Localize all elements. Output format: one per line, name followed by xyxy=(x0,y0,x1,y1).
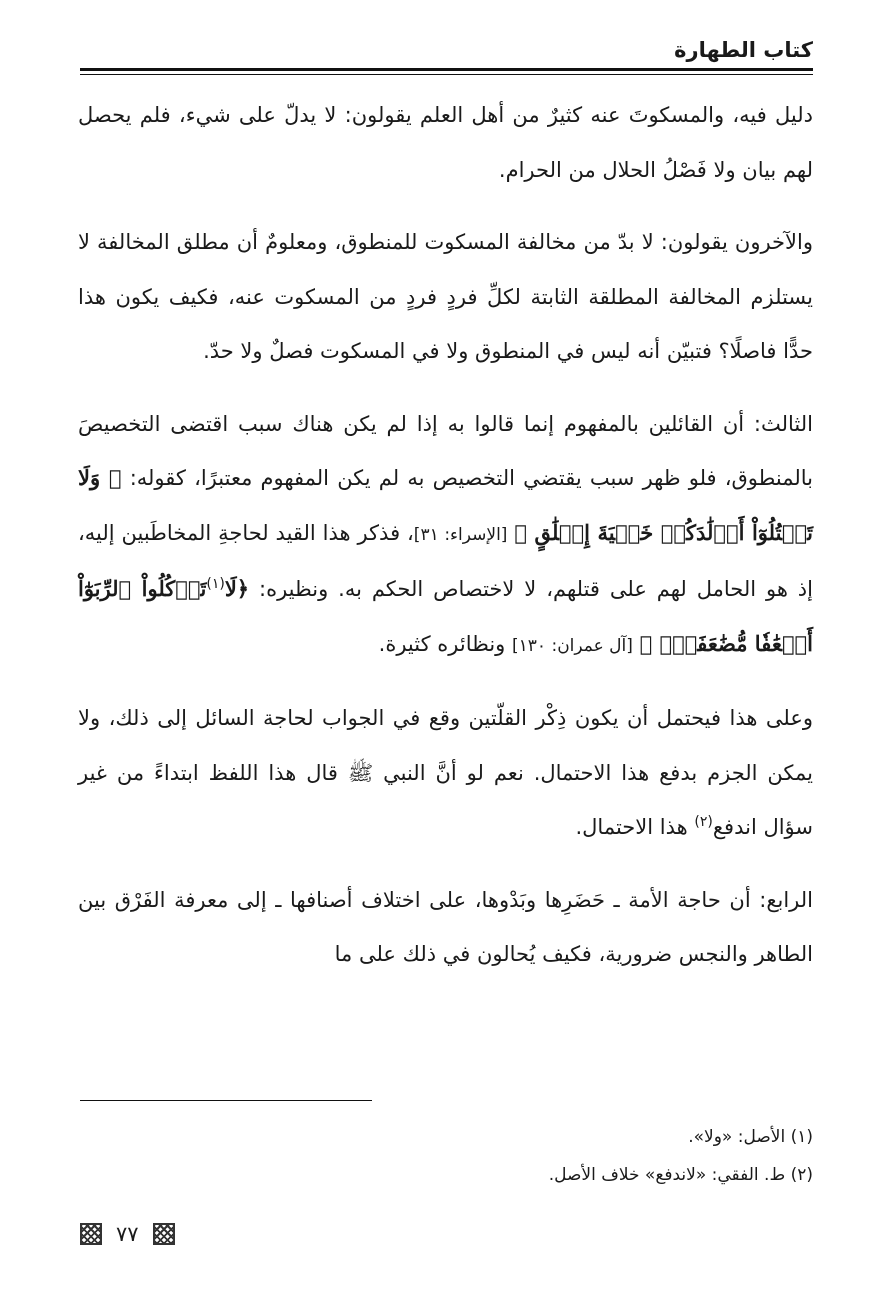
paragraph-4 xyxy=(78,691,813,855)
page-footer xyxy=(80,1222,175,1246)
paragraph-2: والآخرون يقولون: لا بدّ من مخالفة المسكوت للمنطوق، ومعلومٌ أن مطلق المخالفة لا يستلزم المخالفة المطلقة الثابتة لكلِّ فردٍ فردٍ من المسكوت عنه، فكيف يكون هذا حدًّا فاصلًا؟ فتبيّن أنه ليس في المنطوق ولا في المسكوت فصلٌ ولا حدّ. xyxy=(78,230,813,363)
paragraph-3-text-1: الثالث: أن القائلين بالمفهوم إنما قالوا به إذا لم يكن هناك سبب اقتضى التخصيصَ بالمنطوق، فلو ظهر سبب يقتضي التخصيص به لم يكن المفهوم معتبرًا، كقوله: xyxy=(78,411,813,490)
footnote-reference-2[interactable]: (٢) xyxy=(694,814,713,830)
footnote-separator xyxy=(80,1100,372,1101)
quran-verse-2-start: ﴿لَا xyxy=(224,576,250,601)
quran-verse-1: ﴿ وَلَا تَقۡتُلُوٓاْ أَوۡلَٰدَكُمۡ خَشۡيَةَ إِمۡلَٰقٍ ﴾ xyxy=(78,465,813,545)
paragraph-3-text-2: ، فذكر هذا القيد لحاجةِ المخاطَبين إليه، إذ هو الحامل لهم على قتلهم، لا لاختصاص الحكم به. ونظيره: xyxy=(78,520,813,601)
running-header-title: كتاب الطهارة xyxy=(674,38,813,62)
paragraph-3-text-3: ونظائره كثيرة. xyxy=(378,631,506,656)
ornament-left-icon xyxy=(80,1223,102,1245)
paragraph-4-text-2: هذا الاحتمال. xyxy=(575,815,688,839)
footnote-2: (٢) ط. الفقي: «لاندفع» خلاف الأصل. xyxy=(548,1165,813,1185)
paragraph-5: الرابع: أن حاجة الأمة ـ حَضَرِها وبَدْوها، على اختلاف أصنافها ـ إلى معرفة الفَرْق بين الطاهر والنجس ضرورية، فكيف يُحالون في ذلك على ما xyxy=(78,887,813,966)
verse-citation-2: [آل عمران: ١٣٠] xyxy=(512,635,633,656)
header-rule xyxy=(80,68,813,71)
footnote-1: (١) الأصل: «ولا». xyxy=(688,1127,813,1147)
main-text xyxy=(78,88,813,982)
paragraph-3 xyxy=(78,397,813,674)
paragraph-4-text-1: وعلى هذا فيحتمل أن يكون ذِكْر القلّتين وقع في الجواب لحاجة السائل إلى ذلك، ولا يمكن الجزم بدفع هذا الاحتمال. نعم لو أنَّ النبي ﷺ قال هذا اللفظ ابتداءً من غير سؤال اندفع xyxy=(78,706,813,839)
verse-citation-1: [الإسراء: ٣١] xyxy=(413,524,508,545)
footnotes xyxy=(80,1118,813,1194)
quran-verse-2-end: تَأۡكُلُواْ ٱلرِّبَوٰٓاْ أَضۡعَٰفٗا مُّضَٰعَفَةٗۖ ﴾ xyxy=(78,576,813,656)
header-rule-thin xyxy=(80,74,813,75)
page-number: ٧٧ xyxy=(116,1222,139,1246)
paragraph-1: دليل فيه، والمسكوتَ عنه كثيرٌ من أهل العلم يقولون: لا يدلّ على شيء، فلم يحصل لهم بيان ولا فَصْلُ الحلال من الحرام. xyxy=(78,103,813,182)
footnote-reference-1[interactable]: (١) xyxy=(206,576,225,592)
ornament-right-icon xyxy=(153,1223,175,1245)
